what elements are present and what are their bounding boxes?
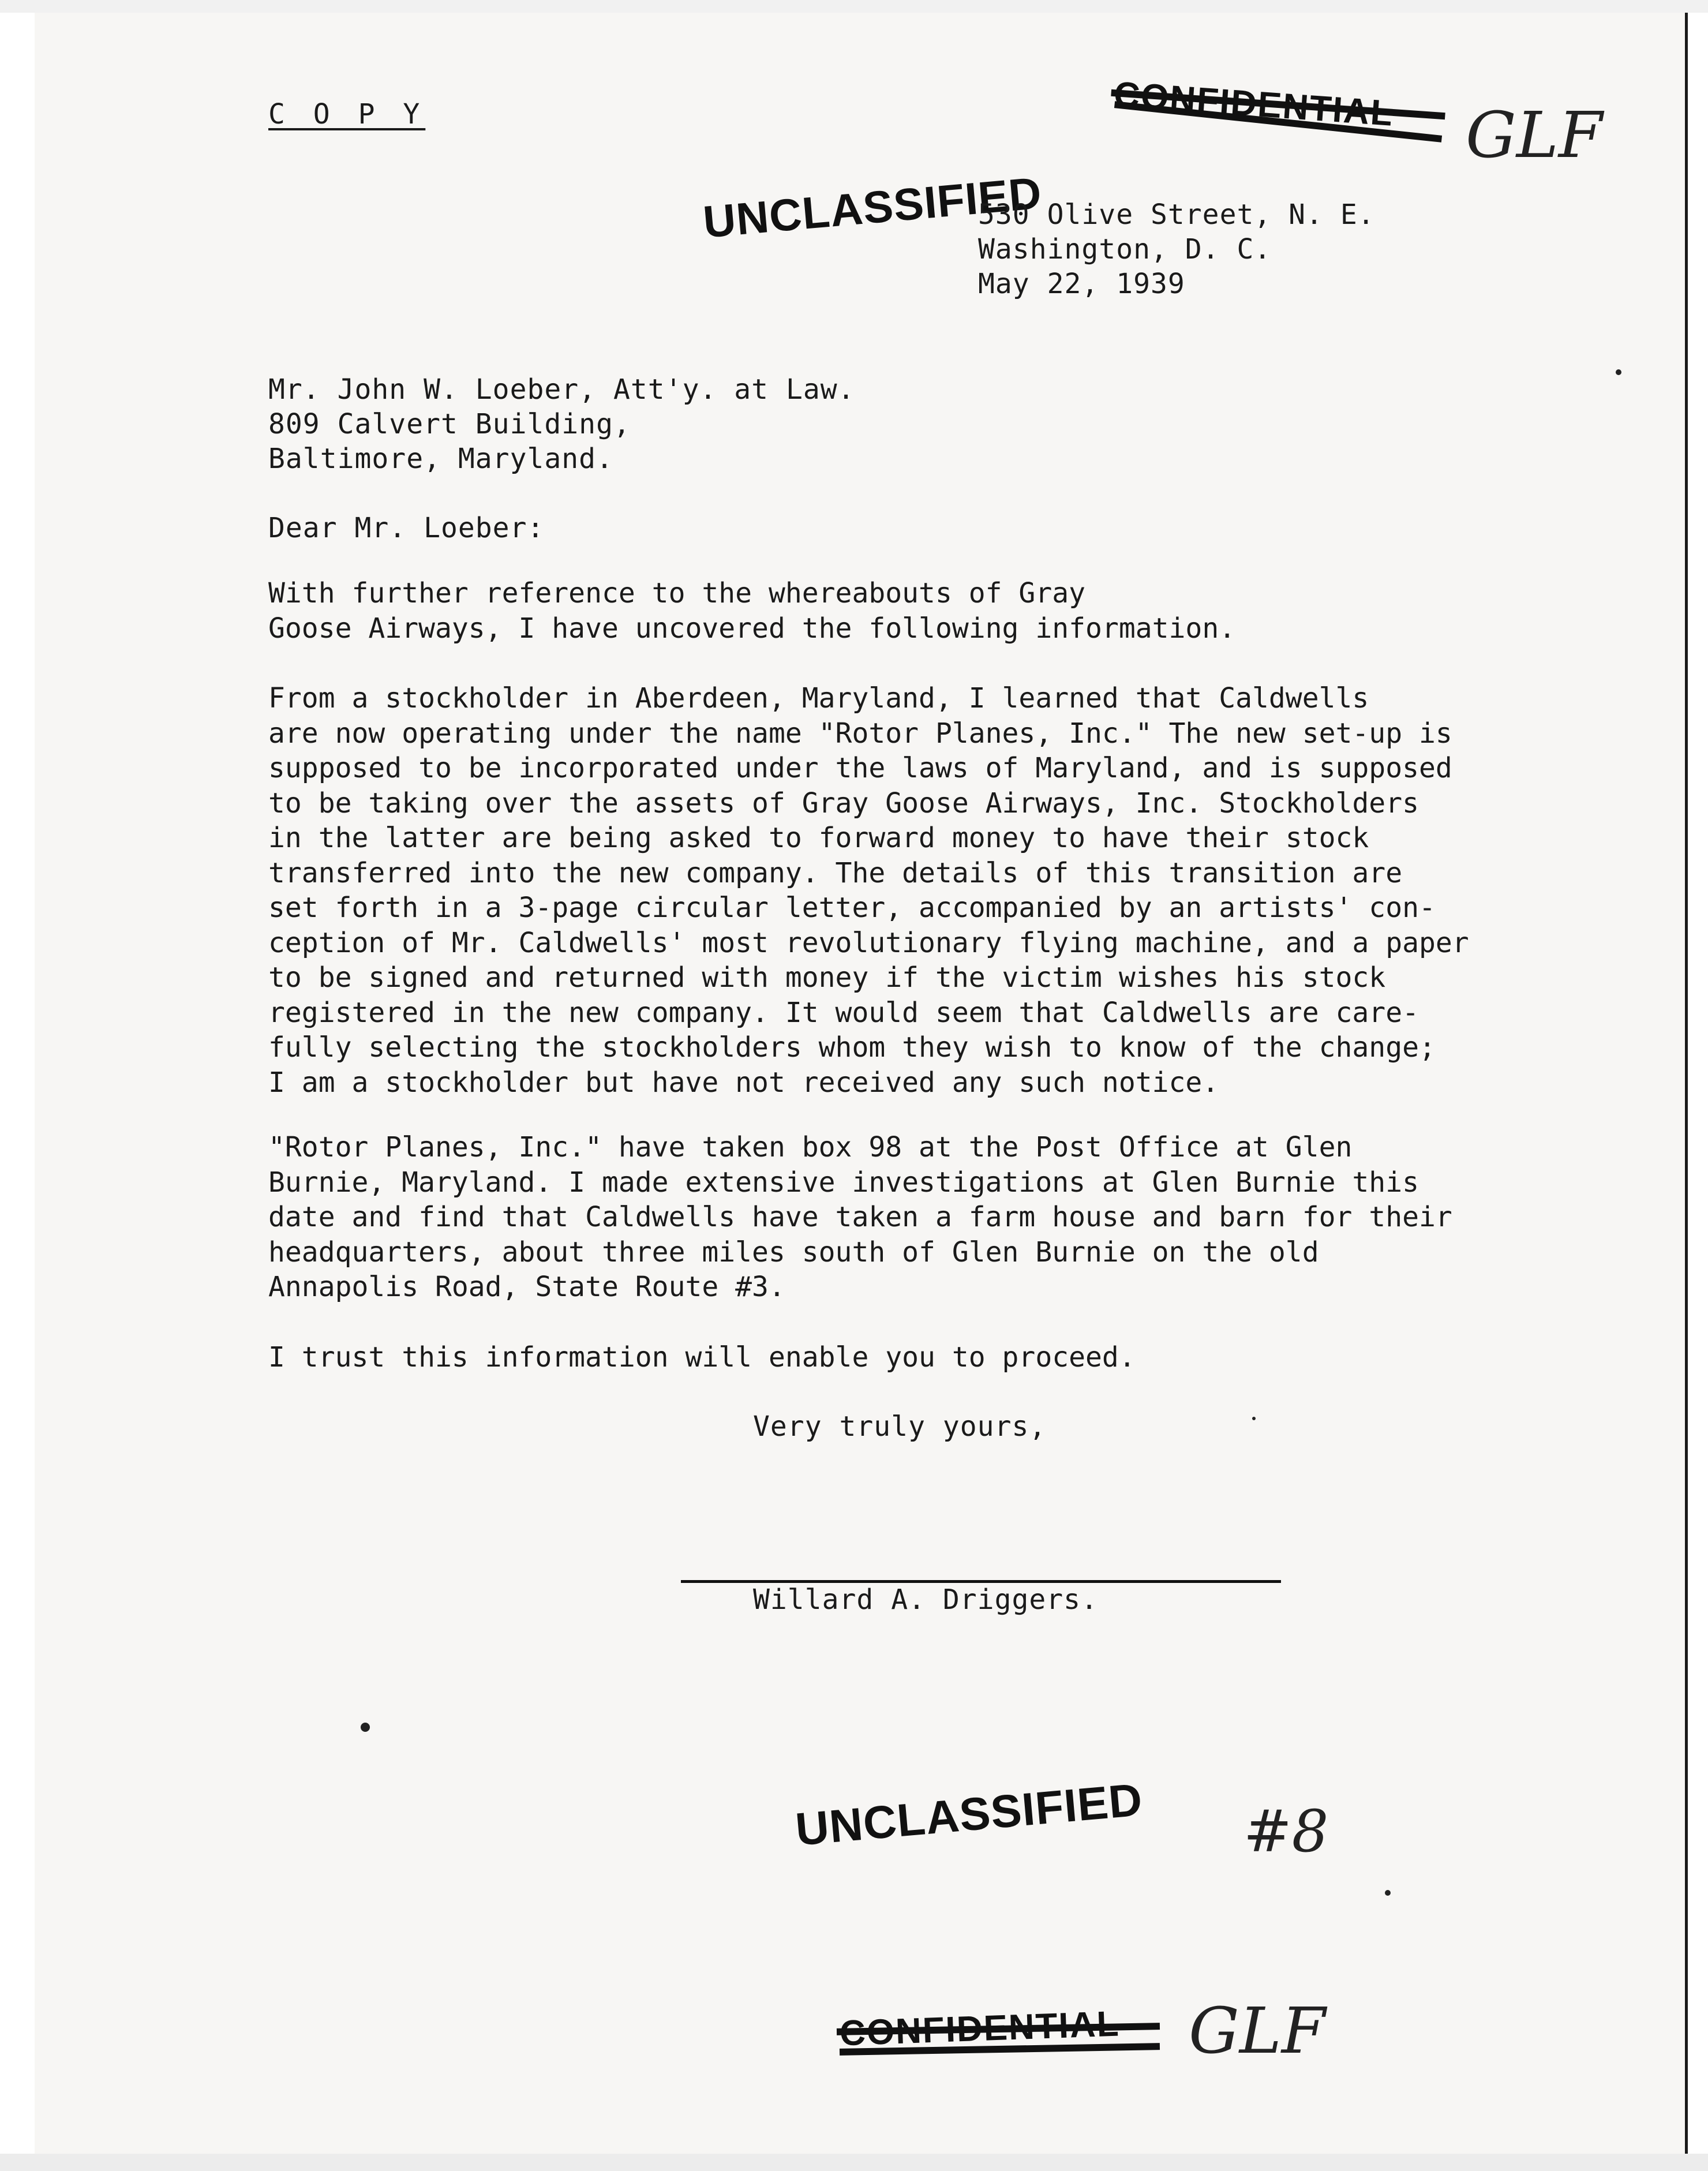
unclassified-stamp-top: UNCLASSIFIED: [701, 167, 1044, 248]
recipient-name: Mr. John W. Loeber, Att'y. at Law.: [268, 373, 855, 406]
salutation: Dear Mr. Loeber:: [268, 512, 545, 544]
sender-street: 530 Olive Street, N. E.: [978, 199, 1375, 231]
scan-speck: [361, 1723, 370, 1732]
copy-label: C O P Y: [268, 98, 426, 130]
paragraph-1: With further reference to the whereabouts of Gray Goose Airways, I have uncovered the following information.: [268, 577, 1236, 645]
handwritten-initials-bottom: GLF: [1189, 1994, 1326, 2068]
paragraph-2: From a stockholder in Aberdeen, Maryland, I learned that Caldwells are now operating under the name "Rotor Planes, Inc." The new set-up is supposed to be incorporated under the laws of Maryland, and is supposed to be taking over the assets of Gray Goose Airways, Inc. Stockholders in the latter are being asked to forward money to have their stock transferred into the new company. The details of this transition are set forth in a 3-page circular letter, accompanied by an artists' con- ception of Mr. Caldwells' most revolutionary flying machine, and a paper to be signed and returned with money if the victim wishes his stock registered in the new company. It would seem that Caldwells are care- fully selecting the stockholders whom they wish to know of the change; I am a stockholder but have not received any such notice.: [268, 682, 1469, 1099]
handwritten-number: #8: [1243, 1798, 1329, 1865]
unclassified-stamp-bottom: UNCLASSIFIED: [793, 1773, 1145, 1855]
signature-name: Willard A. Driggers.: [753, 1584, 1098, 1616]
scan-speck: [1385, 1890, 1391, 1896]
struck-classification-top: CONFIDENTIAL: [1113, 74, 1395, 134]
scan-speck: [1252, 1417, 1256, 1420]
recipient-building: 809 Calvert Building,: [268, 408, 631, 440]
struck-classification-bottom: CONFIDENTIAL: [838, 2004, 1121, 2054]
paragraph-3: "Rotor Planes, Inc." have taken box 98 at the Post Office at Glen Burnie, Maryland. I made extensive investigations at Glen Burnie this date and find that Caldwells have taken a farm house and barn for their headquarters, about three miles south of Glen Burnie on the old Annapolis Road, State Route #3.: [268, 1131, 1452, 1303]
handwritten-initials-top: GLF: [1466, 98, 1603, 172]
recipient-city: Baltimore, Maryland.: [268, 443, 613, 475]
letter-date: May 22, 1939: [978, 268, 1185, 300]
closing: Very truly yours,: [753, 1410, 1047, 1443]
sender-city: Washington, D. C.: [978, 233, 1272, 265]
scan-speck: [1616, 369, 1621, 375]
paragraph-4: I trust this information will enable you to proceed.: [268, 1341, 1136, 1373]
scan-edge-bottom: [0, 2154, 1708, 2171]
scan-edge-top: [0, 0, 1708, 13]
